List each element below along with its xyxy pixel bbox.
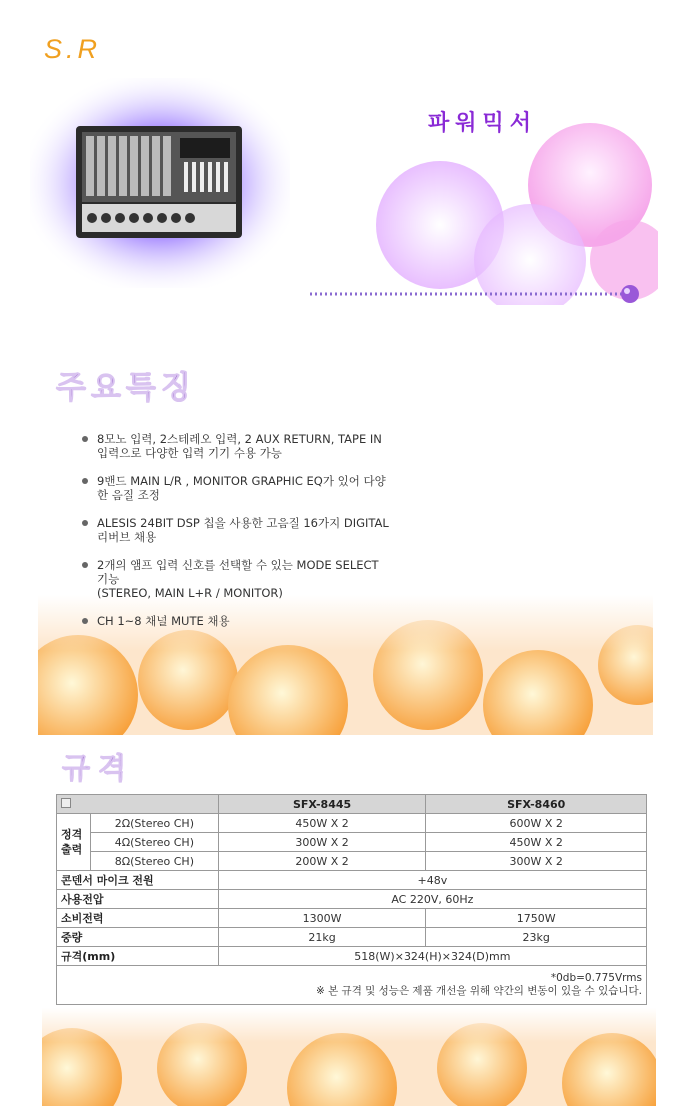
spec-note [57,966,647,1005]
row-label: 콘덴서 마이크 전원 [57,871,219,890]
corner-icon [61,798,71,808]
value-cell: 1750W [426,909,647,928]
specs-heading [60,748,160,788]
note-line: ※ 본 규격 및 성능은 제품 개선을 위해 약간의 변동이 있을 수 있습니다. [315,985,642,997]
output-label: 정격 출력 [57,814,91,871]
brand-logo: S.R [44,34,102,64]
row-label: 중량 [57,928,219,947]
load-cell: 8Ω(Stereo CH) [90,852,218,871]
value-cell: 300W X 2 [218,833,426,852]
spec-table [56,794,647,1005]
value-cell: 600W X 2 [426,814,647,833]
value-cell: 450W X 2 [218,814,426,833]
table-row [57,928,647,947]
feature-item: ALESIS 24BIT DSP 칩을 사용한 고음질 16가지 DIGITAL 리버브 채용 [80,516,410,544]
product-image [30,78,290,288]
value-cell: 23kg [426,928,647,947]
feature-item: CH 1~8 채널 MUTE 채용 [80,614,410,628]
svg-text:규격: 규격 [62,751,135,785]
feature-item: 9밴드 MAIN L/R , MONITOR GRAPHIC EQ가 있어 다양 한 음질 조정 [80,474,410,502]
table-row [57,871,647,890]
value-cell: 200W X 2 [218,852,426,871]
table-row [57,909,647,928]
banner-title: 파워믹서 [428,110,538,136]
table-row [57,947,647,966]
features-heading [54,367,214,409]
value-cell: 300W X 2 [426,852,647,871]
feature-item: 2개의 앰프 입력 신호를 선택할 수 있는 MODE SELECT 기능 (STEREO, MAIN L+R / MONITOR) [80,558,410,600]
feature-item: 8모노 입력, 2스테레오 입력, 2 AUX RETURN, TAPE IN 입력으로 다양한 입력 기기 수용 가능 [80,432,410,460]
dotted-divider [310,284,640,304]
table-row [57,852,647,871]
table-note-row [57,966,647,1005]
table-header-row [57,795,647,814]
load-cell: 4Ω(Stereo CH) [90,833,218,852]
table-row [57,814,647,833]
value-cell: +48v [218,871,646,890]
footer-background [42,1008,656,1106]
note-line: *0db=0.775Vrms [550,972,642,984]
value-cell: 518(W)×324(H)×324(D)mm [218,947,646,966]
value-cell: 450W X 2 [426,833,647,852]
value-cell: 21kg [218,928,426,947]
row-label: 규격(mm) [57,947,219,966]
svg-text:주요특징: 주요특징 [56,370,196,406]
load-cell: 2Ω(Stereo CH) [90,814,218,833]
value-cell: 1300W [218,909,426,928]
table-row [57,890,647,909]
model-header: SFX-8460 [426,795,647,814]
features-list [80,432,410,642]
row-label: 소비전력 [57,909,219,928]
table-row [57,833,647,852]
row-label: 사용전압 [57,890,219,909]
value-cell: AC 220V, 60Hz [218,890,646,909]
model-header: SFX-8445 [218,795,426,814]
